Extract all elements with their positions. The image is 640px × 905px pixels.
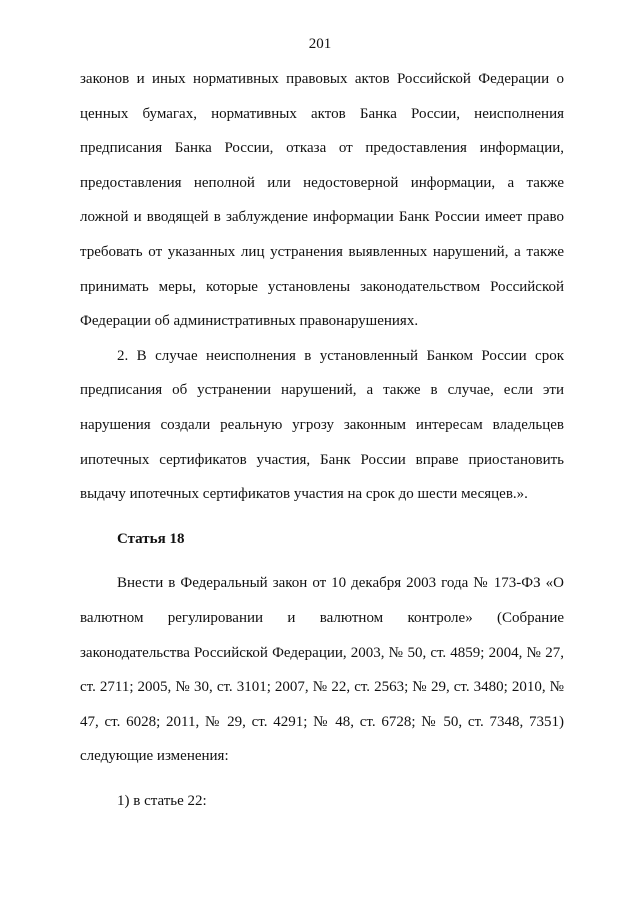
paragraph-item-2: 2. В случае неисполнения в установленный Банком России срок предписания об устранении нарушений, а также в случае, если эти нарушения создали реальную угрозу законным интересам владельцев ипотечных сертификатов участия, Банк России вправе приостановить выдачу ипотечных сертификатов участия на срок до шести месяцев.». bbox=[80, 347, 564, 503]
paragraph-continuation: законов и иных нормативных правовых актов Российской Федерации о ценных бумагах, нормативных актов Банка России, неисполнения предписания Банка России, отказа от предоставления информации, предоставления неполной или недостоверной информации, а также ложной и вводящей в заблуждение информации Банк России имеет право требовать от указанных лиц устранения выявленных нарушений, а также принимать меры, которые установлены законодательством Российской Федерации об административных правонарушениях. bbox=[80, 71, 564, 330]
document-body bbox=[80, 62, 564, 818]
page-number: 201 bbox=[308, 36, 332, 52]
article-heading: Статья 18 bbox=[117, 530, 185, 547]
paragraph-amendment: Внести в Федеральный закон от 10 декабря 2003 года № 173-ФЗ «О валютном регулировании и валютном контроле» (Собрание законодательства Российской Федерации, 2003, № 50, ст. 4859; 2004, № 27, ст. 2711; 2005, № 30, ст. 3101; 2007, № 22, ст. 2563; № 29, ст. 3480; 2010, № 47, ст. 6028; 2011, № 29, ст. 4291; № 48, ст. 6728; № 50, ст. 7348, 7351) следующие изменения: bbox=[80, 575, 564, 765]
paragraph-list-item-1: 1) в статье 22: bbox=[117, 792, 207, 809]
